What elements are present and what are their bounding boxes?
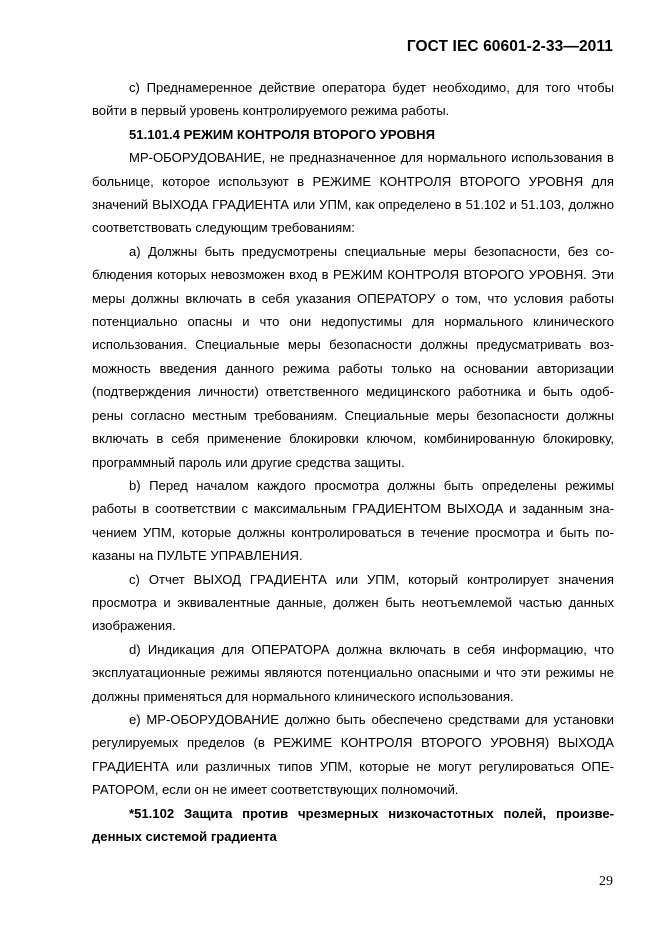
document-header: ГОСТ IEC 60601-2-33—2011 [406,38,613,55]
paragraph-d-indication: d) Индикация для ОПЕРАТОРА должна включать в себя информацию, что эксплуатационные режимы являются потенциально опасными и что эти режимы не должны применяться для нормального клинического использования. [92,641,614,704]
paragraph-mr-equipment: МР-ОБОРУДОВАНИЕ, не предназначенное для нормального использования в больнице, которое используют в РЕЖИМЕ КОНТРОЛЯ ВТОРОГО УРОВНЯ для значений ВЫХОДА ГРАДИЕНТА или УПМ, как определено в 51.102 и 51.103, должно соответствовать следующим требованиям: [92,150,614,236]
document-body [92,76,614,848]
paragraph-c-intentional-action: c) Преднамеренное действие оператора будет необходимо, для того чтобы войти в первый уровень контролируемого режима работы. [92,80,614,119]
paragraph-c-report: c) Отчет ВЫХОД ГРАДИЕНТА или УПМ, который контролирует значения просмотра и эквивалентные данные, должен быть неотъемлемой частью данных изображения. [92,571,614,634]
paragraph-b-operating-modes: b) Перед началом каждого просмотра должны быть определены режимы работы в соответствии с максимальным ГРАДИЕНТОМ ВЫХОДА и заданным значением УПМ, которые должны контролироваться в течение просмотра и быть показаны на ПУЛЬТЕ УПРАВЛЕНИЯ. [92,477,614,564]
section-heading-51-101-4: 51.101.4 РЕЖИМ КОНТРОЛЯ ВТОРОГО УРОВНЯ [129,126,435,142]
paragraph-e-limits: e) МР-ОБОРУДОВАНИЕ должно быть обеспечено средствами для установки регулируемых пределов (в РЕЖИМЕ КОНТРОЛЯ ВТОРОГО УРОВНЯ) ВЫХОДА ГРАДИЕНТА или различных типов УПМ, которые не могут регулироваться ОПЕРАТОРОМ, если он не имеет соответствующих полномочий. [92,711,614,798]
page-number: 29 [599,874,613,889]
paragraph-a-safety-measures: a) Должны быть предусмотрены специальные меры безопасности, без соблюдения которых невозможен вход в РЕЖИМ КОНТРОЛЯ ВТОРОГО УРОВНЯ. Эти меры должны включать в себя указания ОПЕРАТОРУ о том, что условия работы потенциально опасны и что они недопустимы для нормального клинического использования. Специальные меры безопасности должны предусматривать возможность введения данного режима работы только на основании авторизации (подтверждения личности) ответственного медицинского работника и быть одобрены согласно местным требованиям. Специальные меры безопасности должны включать в себя применение блокировки ключом, комбинированную блокировку, программный пароль или другие средства защиты. [92,243,614,470]
section-heading-51-102: *51.102 Защита против чрезмерных низкочастотных полей, произведенных системой градиента [92,805,614,844]
